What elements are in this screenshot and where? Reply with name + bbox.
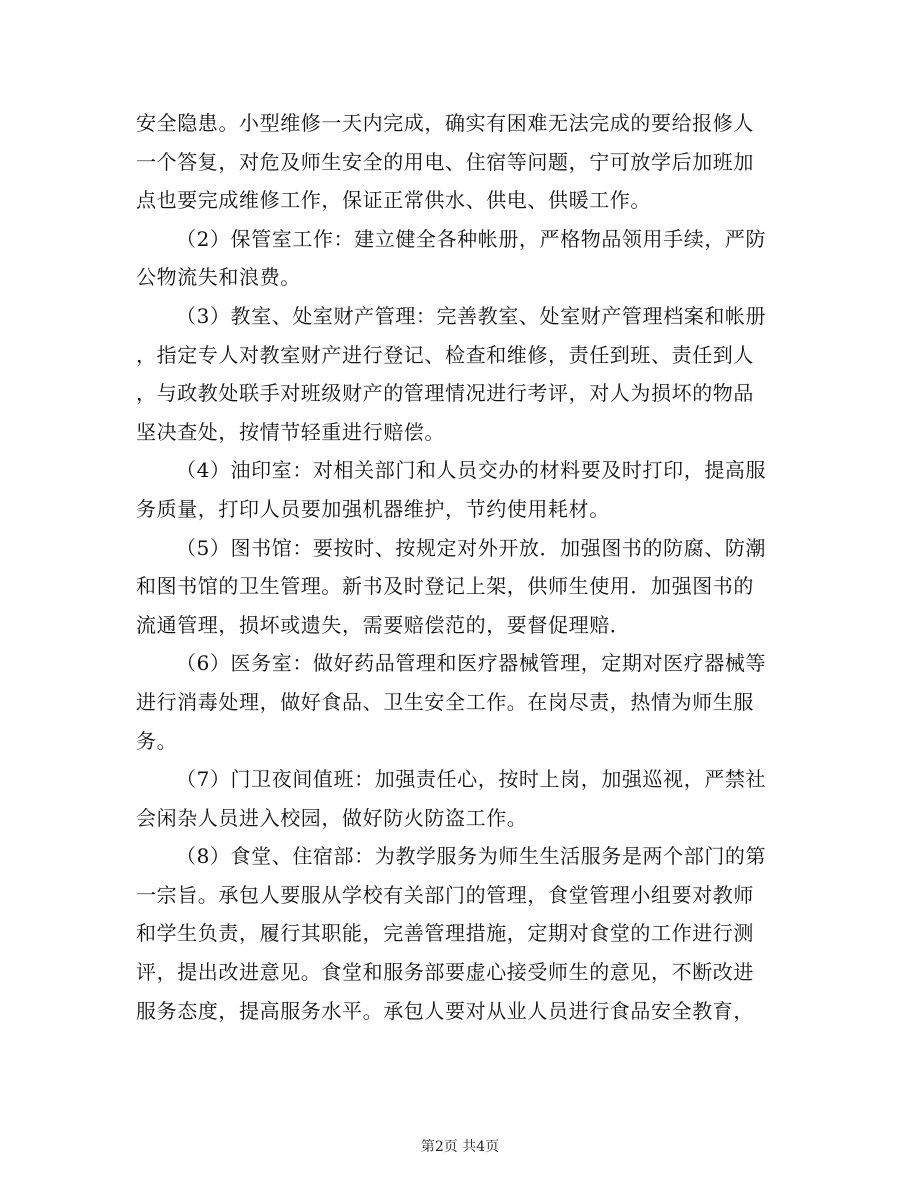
text-line: 安全隐患。小型维修一天内完成，确实有困难无法完成的要给报修人: [136, 111, 754, 135]
document-body: [136, 104, 776, 1030]
text-line: 流通管理，损坏或遗失，需要赔偿范的，要督促理赔．: [136, 612, 631, 637]
text-line: 评，提出改进意见。食堂和服务部要虚心接受师生的意见，不断改进: [136, 960, 754, 985]
text-line: （7）门卫夜间值班：加强责任心，按时上岗，加强巡视，严禁社: [176, 767, 767, 792]
text-line: 进行消毒处理，做好食品、卫生安全工作。在岗尽责，热情为师生服: [136, 689, 754, 714]
text-line: 务。: [136, 728, 178, 753]
text-line: 服务态度，提高服务水平。承包人要对从业人员进行食品安全教育，: [136, 998, 754, 1023]
text-line: （2）保管室工作：建立健全各种帐册，严格物品领用手续，严防: [176, 226, 767, 251]
text-line: 一个答复，对危及师生安全的用电、住宿等问题，宁可放学后加班加: [136, 149, 754, 174]
text-line: 务质量，打印人员要加强机器维护，节约使用耗材。: [136, 496, 610, 521]
text-line: ，与政教处联手对班级财产的管理情况进行考评，对人为损坏的物品: [136, 381, 754, 406]
text-line: （3）教室、处室财产管理：完善教室、处室财产管理档案和帐册: [176, 303, 767, 328]
text-line: （4）油印室：对相关部门和人员交办的材料要及时打印，提高服: [176, 458, 767, 483]
text-line: 一宗旨。承包人要服从学校有关部门的管理，食堂管理小组要对教师: [136, 882, 754, 907]
text-line: ，指定专人对教室财产进行登记、检查和维修，责任到班、责任到人: [136, 342, 754, 367]
text-line: （6）医务室：做好药品管理和医疗器械管理，定期对医疗器械等: [176, 651, 767, 676]
text-line: 公物流失和浪费。: [136, 265, 301, 290]
page-number-footer: 第2页 共4页: [420, 1139, 500, 1155]
text-line: （8）食堂、住宿部：为教学服务为师生生活服务是两个部门的第: [176, 844, 767, 869]
text-line: （5）图书馆：要按时、按规定对外开放．加强图书的防腐、防潮: [176, 535, 767, 560]
text-line: 会闲杂人员进入校园，做好防火防盗工作。: [136, 805, 528, 830]
text-line: 点也要完成维修工作，保证正常供水、供电、供暖工作。: [136, 188, 651, 213]
text-line: 和学生负责，履行其职能，完善管理措施，定期对食堂的工作进行测: [136, 921, 754, 946]
text-line: 坚决查处，按情节轻重进行赔偿。: [136, 419, 445, 444]
text-line: 和图书馆的卫生管理。新书及时登记上架，供师生使用．加强图书的: [136, 574, 754, 599]
